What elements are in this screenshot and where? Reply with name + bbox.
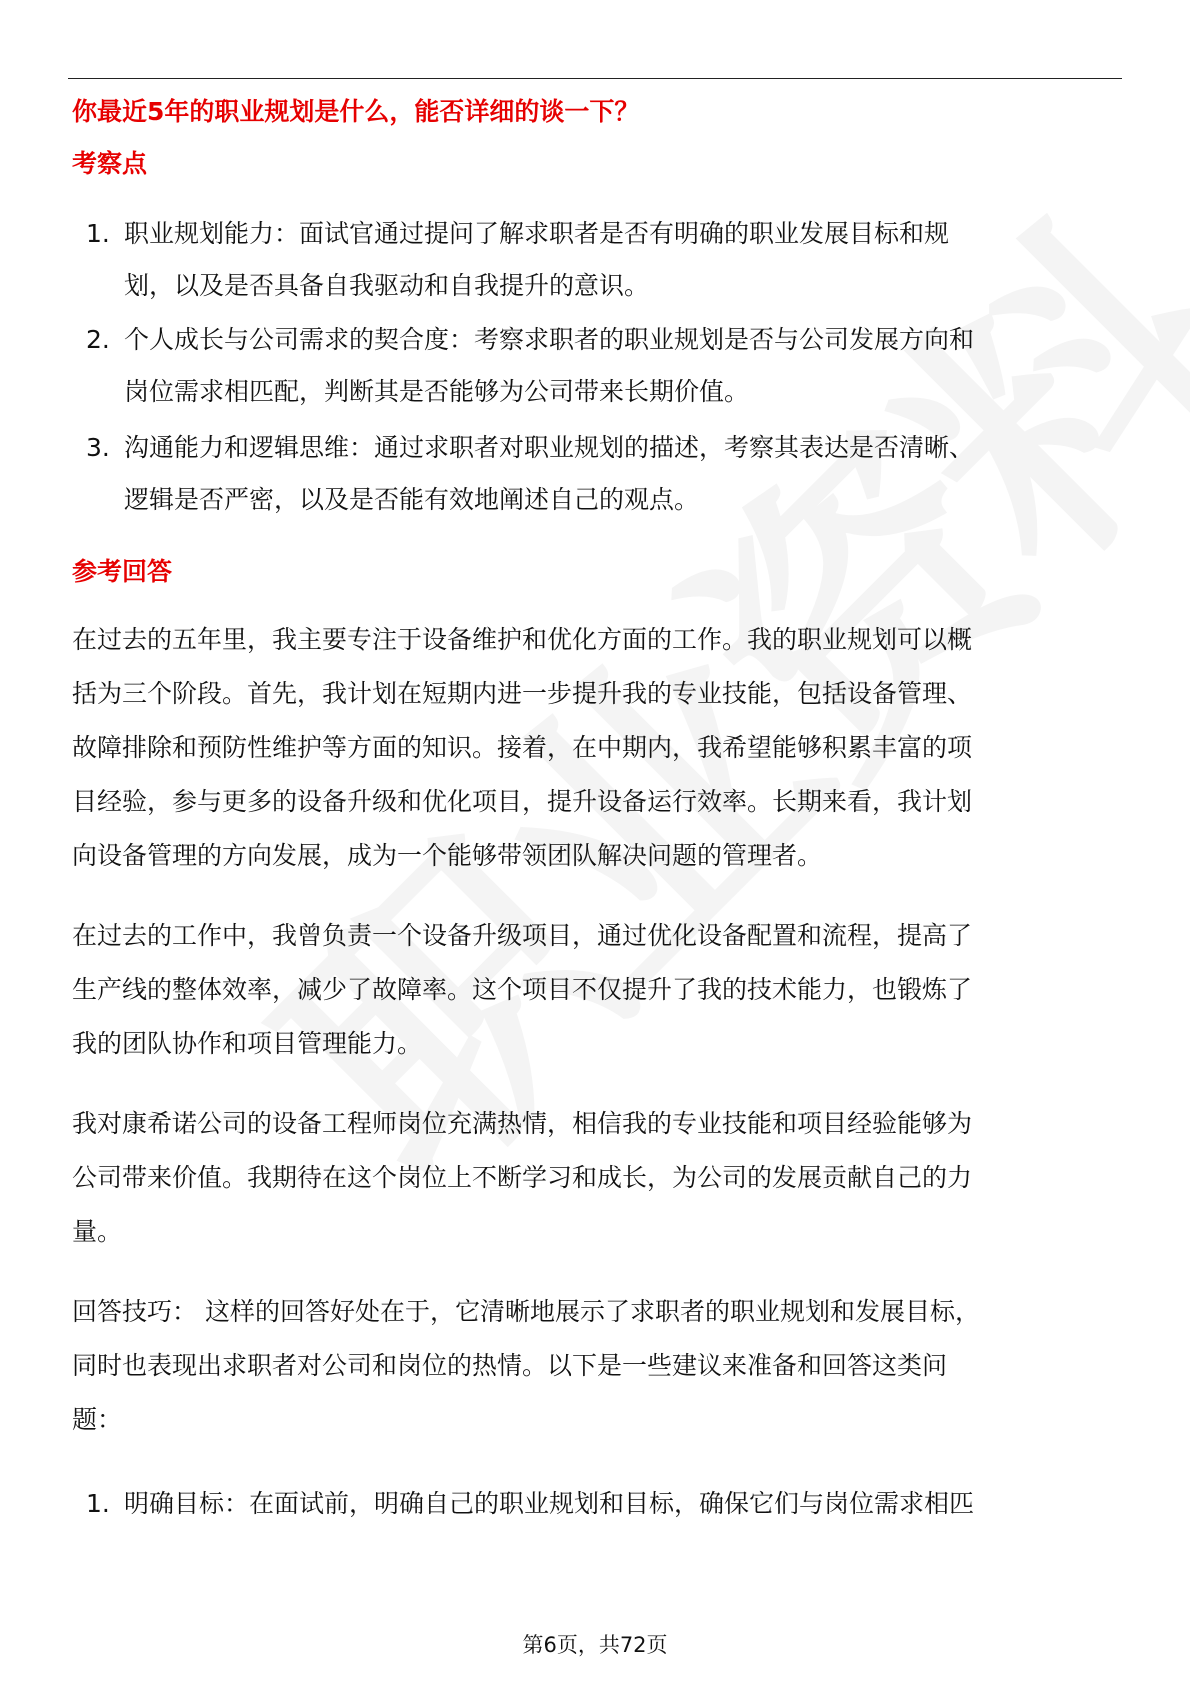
- paragraph-line: 回答技巧： 这样的回答好处在于，它清晰地展示了求职者的职业规划和发展目标，: [72, 1297, 980, 1326]
- header-rule: [68, 78, 1122, 79]
- paragraph-line: 我的团队协作和项目管理能力。: [72, 1029, 423, 1058]
- list-number: 1.: [86, 1489, 110, 1518]
- paragraph-line: 公司带来价值。我期待在这个岗位上不断学习和成长，为公司的发展贡献自己的力: [72, 1163, 973, 1192]
- paragraph-line: 生产线的整体效率，减少了故障率。这个项目不仅提升了我的技术能力，也锻炼了: [72, 975, 973, 1004]
- paragraph-line: 量。: [72, 1217, 123, 1246]
- page-footer: 第6页，共72页: [522, 1633, 668, 1657]
- list-text-line: 沟通能力和逻辑思维：通过求职者对职业规划的描述，考察其表达是否清晰、: [124, 433, 975, 462]
- list-text-line: 岗位需求相匹配，判断其是否能够为公司带来长期价值。: [124, 377, 750, 406]
- paragraph-line: 题：: [72, 1405, 123, 1434]
- list-number: 1.: [86, 219, 110, 248]
- paragraph-line: 目经验，参与更多的设备升级和优化项目，提升设备运行效率。长期来看，我计划: [72, 787, 973, 816]
- list-text-line: 职业规划能力：面试官通过提问了解求职者是否有明确的职业发展目标和规: [124, 219, 950, 248]
- list-number: 3.: [86, 433, 110, 462]
- list-text-line: 明确目标：在面试前，明确自己的职业规划和目标，确保它们与岗位需求相匹: [124, 1489, 975, 1518]
- list-number: 2.: [86, 325, 110, 354]
- question-title: 你最近5年的职业规划是什么，能否详细的谈一下？: [72, 97, 640, 126]
- paragraph-line: 故障排除和预防性维护等方面的知识。接着，在中期内，我希望能够积累丰富的项: [72, 733, 973, 762]
- paragraph-line: 括为三个阶段。首先，我计划在短期内进一步提升我的专业技能，包括设备管理、: [72, 679, 973, 708]
- paragraph-line: 向设备管理的方向发展，成为一个能够带领团队解决问题的管理者。: [72, 841, 823, 870]
- paragraph-line: 在过去的工作中，我曾负责一个设备升级项目，通过优化设备配置和流程，提高了: [72, 921, 973, 950]
- paragraph-line: 同时也表现出求职者对公司和岗位的热情。以下是一些建议来准备和回答这类问: [72, 1351, 948, 1380]
- focus-heading: 考察点: [72, 149, 148, 178]
- paragraph-line: 在过去的五年里，我主要专注于设备维护和优化方面的工作。我的职业规划可以概: [72, 625, 973, 654]
- list-text-line: 逻辑是否严密，以及是否能有效地阐述自己的观点。: [124, 485, 700, 514]
- answer-heading: 参考回答: [72, 557, 173, 586]
- list-text-line: 个人成长与公司需求的契合度：考察求职者的职业规划是否与公司发展方向和: [124, 325, 975, 354]
- list-text-line: 划，以及是否具备自我驱动和自我提升的意识。: [124, 271, 650, 300]
- paragraph-line: 我对康希诺公司的设备工程师岗位充满热情，相信我的专业技能和项目经验能够为: [72, 1109, 973, 1138]
